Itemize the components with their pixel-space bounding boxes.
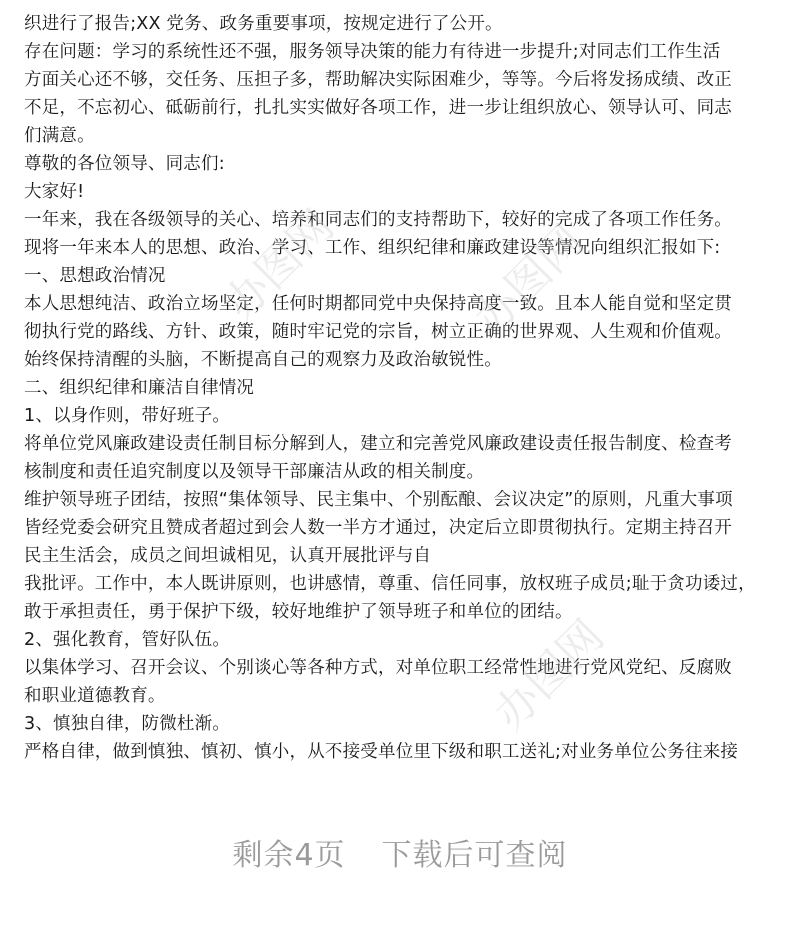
document-line: 本人思想纯洁、政治立场坚定，任何时期都同党中央保持高度一致。且本人能自觉和坚定贯 (24, 294, 732, 314)
document-line: 敢于承担责任，勇于保护下级，较好地维护了领导班子和单位的团结。 (24, 602, 573, 622)
document-line: 织进行了报告;XX 党务、政务重要事项，按规定进行了公开。 (24, 14, 503, 34)
document-line: 们满意。 (24, 126, 95, 146)
document-line: 一、思想政治情况 (24, 266, 166, 286)
document-body (24, 0, 784, 766)
remaining-pages-label: 剩余4页 (232, 838, 346, 873)
document-line: 皆经党委会研究且赞成者超过到会人数一半方才通过，决定后立即贯彻执行。定期主持召开 (24, 518, 732, 538)
document-line: 方面关心还不够，交任务、压担子多，帮助解决实际困难少，等等。今后将发扬成绩、改正 (24, 70, 732, 90)
document-line: 我批评。工作中，本人既讲原则，也讲感情，尊重、信任同事，放权班子成员;耻于贪功诿过， (24, 574, 756, 594)
document-line: 3、慎独自律，防微杜渐。 (24, 714, 231, 734)
document-line: 大家好! (24, 182, 85, 202)
document-line: 将单位党风廉政建设责任制目标分解到人，建立和完善党风廉政建设责任报告制度、检查考 (24, 434, 732, 454)
document-line: 一年来，我在各级领导的关心、培养和同志们的支持帮助下，较好的完成了各项工作任务。 (24, 210, 732, 230)
document-line: 二、组织纪律和廉洁自律情况 (24, 378, 255, 398)
document-line: 1、以身作则，带好班子。 (24, 406, 231, 426)
document-line: 维护领导班子团结，按照“集体领导、民主集中、个别酝酿、会议决定”的原则，凡重大事项 (24, 490, 733, 510)
document-line: 核制度和责任追究制度以及领导干部廉洁从政的相关制度。 (24, 462, 485, 482)
document-line: 始终保持清醒的头脑，不断提高自己的观察力及政治敏锐性。 (24, 350, 502, 370)
document-line (24, 0, 784, 10)
watermark: 办图网 (484, 610, 614, 740)
watermark: 办图网 (214, 200, 344, 330)
document-line: 现将一年来本人的思想、政治、学习、工作、组织纪律和廉政建设等情况向组织汇报如下: (24, 238, 721, 258)
document-line: 和职业道德教育。 (24, 686, 166, 706)
download-to-view-label: 下载后可查阅 (381, 838, 568, 873)
document-line: 2、强化教育，管好队伍。 (24, 630, 231, 650)
document-line: 民主生活会，成员之间坦诚相见，认真开展批评与自 (24, 546, 432, 566)
watermark: 办图网 (464, 215, 594, 345)
document-line: 彻执行党的路线、方针、政策，随时牢记党的宗旨，树立正确的世界观、人生观和价值观。 (24, 322, 732, 342)
document-line: 尊敬的各位领导、同志们: (24, 154, 225, 174)
download-prompt[interactable] (0, 830, 800, 874)
document-line: 严格自律，做到慎独、慎初、慎小，从不接受单位里下级和职工送礼;对业务单位公务往来接 (24, 742, 739, 762)
document-line: 以集体学习、召开会议、个别谈心等各种方式，对单位职工经常性地进行党风党纪、反腐败 (24, 658, 732, 678)
document-line: 存在问题：学习的系统性还不强，服务领导决策的能力有待进一步提升;对同志们工作生活 (24, 42, 721, 62)
document-line: 不足，不忘初心、砥砺前行，扎扎实实做好各项工作，进一步让组织放心、领导认可、同志 (24, 98, 732, 118)
